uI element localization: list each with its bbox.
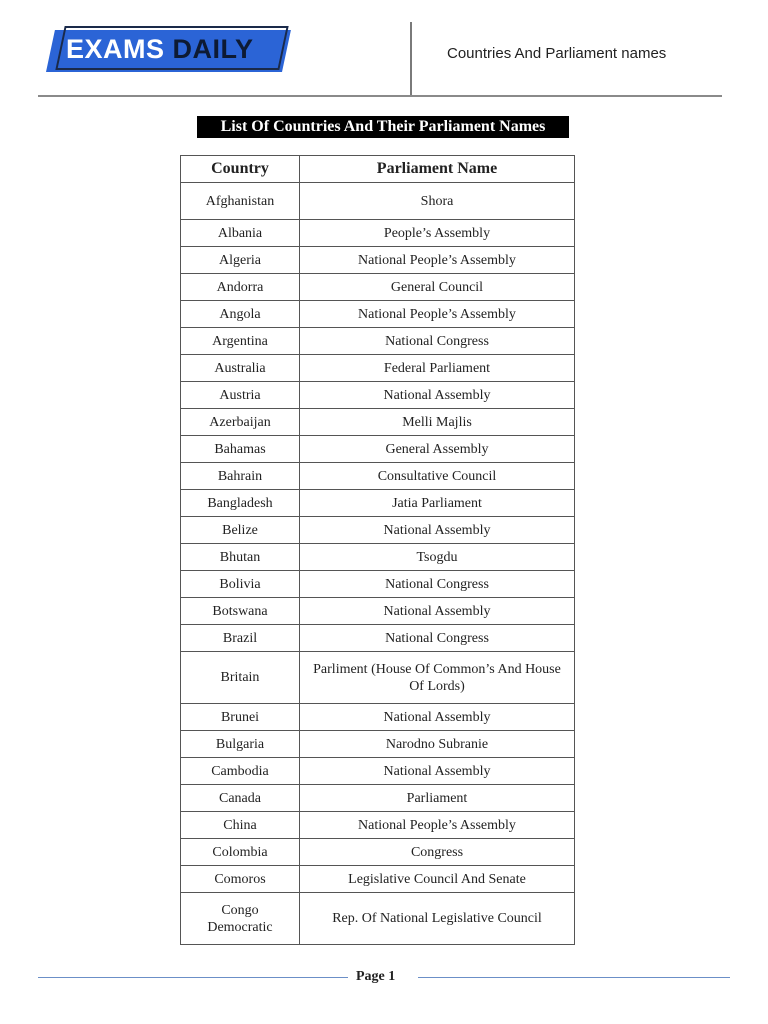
parliament-cell: Legislative Council And Senate [300,866,575,893]
logo-word-exams: EXAMS [66,34,165,64]
parliament-cell: National Assembly [300,758,575,785]
page-number: Page 1 [356,969,396,984]
parliament-cell: National Assembly [300,382,575,409]
country-cell: Albania [181,220,300,247]
table-row [181,625,575,652]
footer-divider-right [418,977,730,978]
table-row [181,409,575,436]
country-cell: Colombia [181,839,300,866]
table-row [181,893,575,945]
parliament-cell: Rep. Of National Legislative Council [300,893,575,945]
country-cell: Bhutan [181,544,300,571]
parliament-cell: Parliament [300,785,575,812]
country-cell: Comoros [181,866,300,893]
country-cell: Bahamas [181,436,300,463]
parliament-cell: General Assembly [300,436,575,463]
parliament-cell: National Congress [300,571,575,598]
table-row [181,328,575,355]
country-cell: Congo Democratic [181,893,300,945]
parliament-cell: Melli Majlis [300,409,575,436]
parliament-cell: National Assembly [300,704,575,731]
header-title: Countries And Parliament names [447,45,667,62]
country-cell: Australia [181,355,300,382]
table-row [181,704,575,731]
parliament-cell: Parliment (House Of Common’s And House Of Lords) [300,652,575,704]
country-cell: Angola [181,301,300,328]
country-cell: Azerbaijan [181,409,300,436]
parliament-cell: National Congress [300,328,575,355]
footer-divider-left [38,977,348,978]
country-cell: Bahrain [181,463,300,490]
parliament-cell: Congress [300,839,575,866]
table-body [181,183,575,945]
logo-text [66,34,254,65]
parliament-cell: National Congress [300,625,575,652]
parliament-cell: Federal Parliament [300,355,575,382]
table-row [181,812,575,839]
table-row [181,785,575,812]
country-cell: Britain [181,652,300,704]
parliament-cell: National Assembly [300,517,575,544]
parliament-cell: People’s Assembly [300,220,575,247]
column-header-country: Country [181,156,300,183]
parliament-cell: Jatia Parliament [300,490,575,517]
table-row [181,652,575,704]
logo-word-daily: DAILY [172,34,254,64]
parliament-cell: National People’s Assembly [300,301,575,328]
parliament-table [180,155,575,945]
country-cell: Algeria [181,247,300,274]
table-row [181,436,575,463]
table-row [181,490,575,517]
country-cell: Bangladesh [181,490,300,517]
parliament-cell: National People’s Assembly [300,812,575,839]
country-cell: Austria [181,382,300,409]
table-row [181,866,575,893]
table-row [181,463,575,490]
parliament-cell: National Assembly [300,598,575,625]
table-row [181,355,575,382]
country-cell: Brazil [181,625,300,652]
country-cell: Afghanistan [181,183,300,220]
column-header-parliament: Parliament Name [300,156,575,183]
country-cell: Belize [181,517,300,544]
table-row [181,301,575,328]
header-divider-vertical [410,22,412,96]
table-row [181,183,575,220]
table-row [181,382,575,409]
country-cell: China [181,812,300,839]
table-row [181,758,575,785]
table-row [181,839,575,866]
exams-daily-logo [46,26,288,76]
parliament-cell: National People’s Assembly [300,247,575,274]
table-row [181,571,575,598]
table-row [181,598,575,625]
table-row [181,274,575,301]
table-row [181,544,575,571]
country-cell: Botswana [181,598,300,625]
country-cell: Andorra [181,274,300,301]
country-cell: Canada [181,785,300,812]
country-cell: Bolivia [181,571,300,598]
parliament-cell: Tsogdu [300,544,575,571]
parliament-cell: Consultative Council [300,463,575,490]
parliament-cell: General Council [300,274,575,301]
table-row [181,517,575,544]
table-row [181,220,575,247]
table-header-row [181,156,575,183]
table-row [181,247,575,274]
country-cell: Argentina [181,328,300,355]
country-cell: Brunei [181,704,300,731]
document-title: List Of Countries And Their Parliament Names [197,116,569,138]
table-row [181,731,575,758]
country-cell: Bulgaria [181,731,300,758]
header-divider-horizontal [38,95,722,97]
parliament-cell: Narodno Subranie [300,731,575,758]
parliament-cell: Shora [300,183,575,220]
country-cell: Cambodia [181,758,300,785]
